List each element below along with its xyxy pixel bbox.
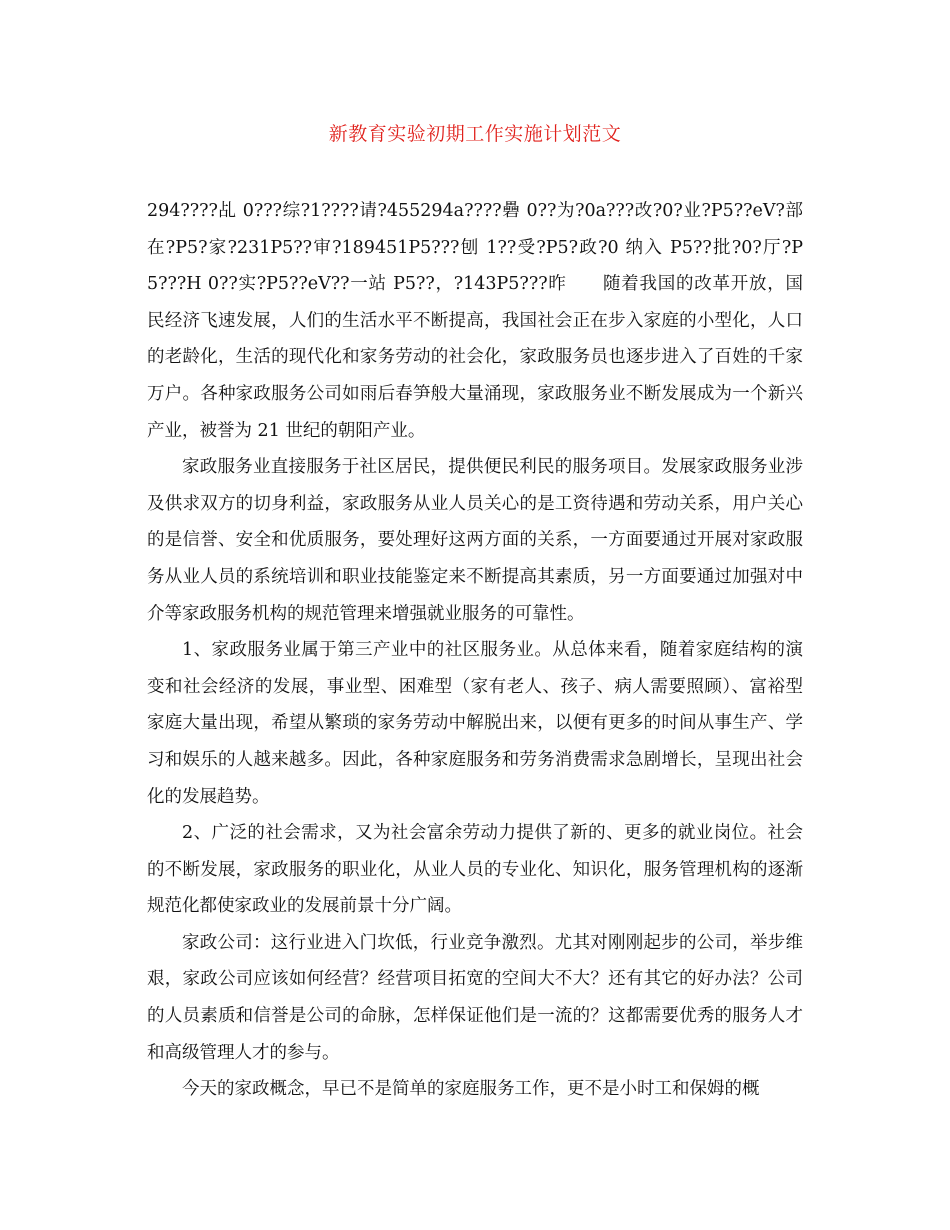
paragraph: 2、广泛的社会需求，又为社会富余劳动力提供了新的、更多的就业岗位。社会的不断发展，家政服务的职业化，从业人员的专业化、知识化，服务管理机构的逐渐规范化都使家政业的发展前景十分广阔。 [147, 823, 803, 917]
document-body [147, 193, 803, 1108]
paragraph: 家政服务业直接服务于社区居民，提供便民利民的服务项目。发展家政服务业涉及供求双方的切身利益，家政服务从业人员关心的是工资待遇和劳动关系，用户关心的是信誉、安全和优质服务，要处理好这两方面的关系，一方面要通过开展对家政服务从业人员的系统培训和职业技能鉴定来不断提高其素质，另一方面要通过加强对中介等家政服务机构的规范管理来增强就业服务的可靠性。 [147, 457, 803, 624]
paragraph: 今天的家政概念，早已不是简单的家庭服务工作，更不是小时工和保姆的概 [182, 1079, 760, 1100]
paragraph: 家政公司：这行业进入门坎低，行业竞争激烈。尤其对刚刚起步的公司，举步维艰，家政公司应该如何经营？经营项目拓宽的空间大不大？还有其它的好办法？公司的人员素质和信誉是公司的命脉，怎样保证他们是一流的？这都需要优秀的服务人才和高级管理人才的参与。 [147, 932, 803, 1063]
paragraph-intro: 294????乩 0???综?1????请?455294a????礨 0??为?0a???改?0?业?P5??eV?部在?P5?家?231P5??审?189451P5???刨 1??受?P5?政?0 纳入 P5??批?0?厅?P5???H 0??实?P5??eV??一站 P5??，?143P5???昨 随着我国的改革开放，国民经济飞速发展，人们的生活水平不断提高，我国社会正在步入家庭的小型化，人口的老龄化，生活的现代化和家务劳动的社会化，家政服务员也逐步进入了百姓的千家万户。各种家政服务公司如雨后春笋般大量涌现，家政服务业不断发展成为一个新兴产业，被誉为 21 世纪的朝阳产业。 [147, 201, 803, 441]
document-title: 新教育实验初期工作实施计划范文 [328, 123, 622, 145]
paragraph: 1、家政服务业属于第三产业中的社区服务业。从总体来看，随着家庭结构的演变和社会经济的发展，事业型、困难型（家有老人、孩子、病人需要照顾）、富裕型家庭大量出现，希望从繁琐的家务劳动中解脱出来，以便有更多的时间从事生产、学习和娱乐的人越来越多。因此，各种家庭服务和劳务消费需求急剧增长，呈现出社会化的发展趋势。 [147, 640, 803, 807]
